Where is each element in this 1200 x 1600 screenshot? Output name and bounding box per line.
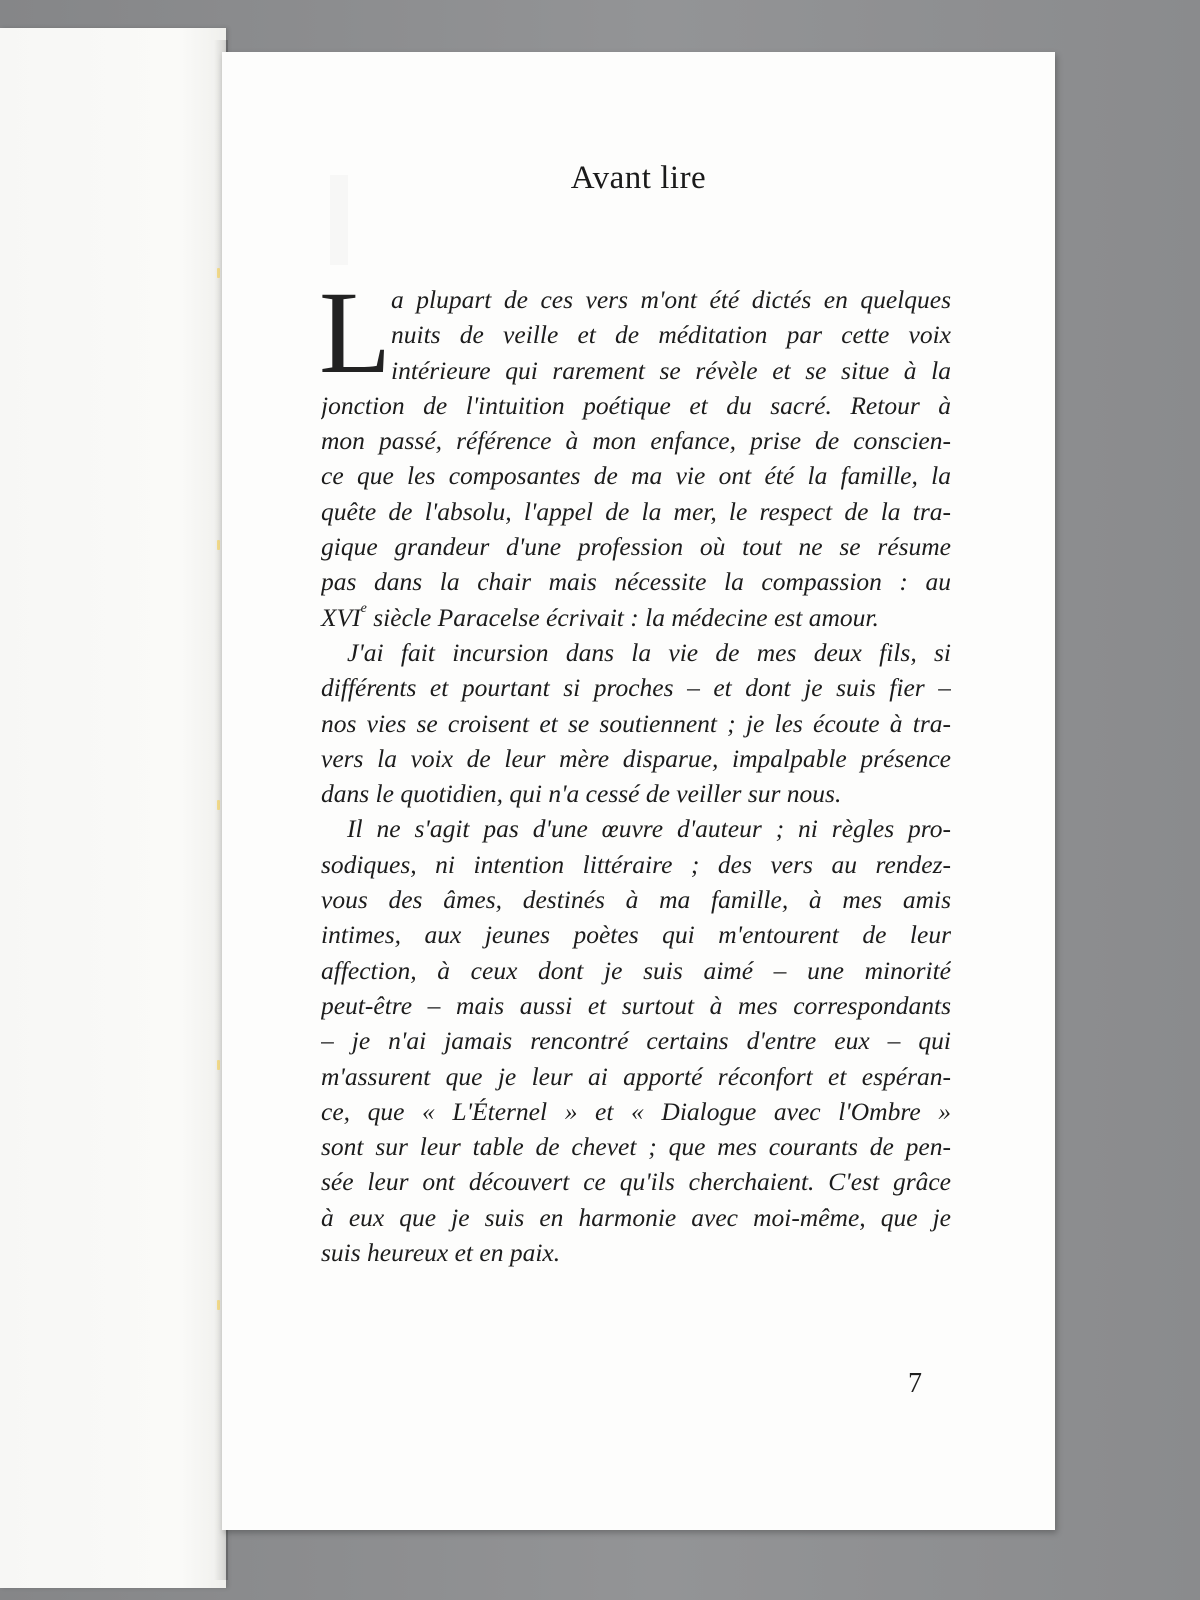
text-line: sont sur leur table de chevet ; que mes courants de pen- <box>321 1132 951 1162</box>
text-line: nuits de veille et de méditation par cette voix <box>391 320 951 350</box>
text-line: jonction de l'intuition poétique et du sacré. Retour à <box>321 390 951 420</box>
paragraph-3 <box>321 811 951 1270</box>
text-line: – je n'ai jamais rencontré certains d'entre eux – qui <box>321 1026 951 1056</box>
text-line: intimes, aux jeunes poètes qui m'entourent de leur <box>321 920 951 950</box>
text-line: a plupart de ces vers m'ont été dictés en quelques <box>391 285 951 314</box>
left-page <box>0 28 226 1588</box>
drop-cap: L <box>319 267 392 398</box>
text-line: suis heureux et en paix. <box>321 1238 561 1268</box>
text-line: pas dans la chair mais nécessite la compassion : au <box>321 567 951 597</box>
binding-thread <box>217 268 220 278</box>
text-line: affection, à ceux dont je suis aimé – une minorité <box>321 955 951 985</box>
text-line: ce que les composantes de ma vie ont été la famille, la <box>321 461 951 491</box>
text-line: sée leur ont découvert ce qu'ils cherchaient. C'est grâce <box>321 1167 951 1197</box>
text-line <box>321 600 951 635</box>
paragraph-2 <box>321 635 951 811</box>
binding-thread <box>217 1060 220 1070</box>
text-line: ce, que « L'Éternel » et « Dialogue avec l'Ombre » <box>321 1096 951 1126</box>
page-number: 7 <box>908 1368 922 1399</box>
text-line-rest: siècle Paracelse écrivait : la médecine est amour. <box>373 602 879 632</box>
text-line: quête de l'absolu, l'appel de la mer, le respect de la tra- <box>321 496 951 526</box>
text-line: peut-être – mais aussi et surtout à mes correspondants <box>321 990 951 1020</box>
binding-thread <box>217 1300 220 1310</box>
text-line: J'ai fait incursion dans la vie de mes deux fils, si <box>347 637 951 667</box>
text-line: vers la voix de leur mère disparue, impalpable présence <box>321 743 951 773</box>
text-line: m'assurent que je leur ai apporté réconfort et espéran- <box>321 1061 951 1091</box>
binding-thread <box>217 800 220 810</box>
text-line: nos vies se croisent et se soutiennent ; je les écoute à tra- <box>321 708 951 738</box>
text-line: mon passé, référence à mon enfance, prise de conscien- <box>321 426 951 456</box>
text-line: sodiques, ni intention littéraire ; des vers au rendez- <box>321 849 951 879</box>
binding-thread <box>217 540 220 550</box>
text-line: à eux que je suis en harmonie avec moi-même, que je <box>321 1202 951 1232</box>
century-numeral: XVI <box>321 602 361 632</box>
superscript: e <box>360 600 367 616</box>
text-line: intérieure qui rarement se révèle et se situe à la <box>391 355 951 385</box>
paragraph-1 <box>319 267 951 635</box>
body-text <box>319 267 951 1270</box>
text-line: différents et pourtant si proches – et dont je suis fier – <box>321 673 951 703</box>
text-line: gique grandeur d'une profession où tout ne se résume <box>321 532 951 562</box>
text-line: Il ne s'agit pas d'une œuvre d'auteur ; ni règles pro- <box>347 814 951 844</box>
text-line: dans le quotidien, qui n'a cessé de veiller sur nous. <box>321 779 842 809</box>
page-title: Avant lire <box>570 160 707 196</box>
text-line: vous des âmes, destinés à ma famille, à mes amis <box>321 885 951 915</box>
